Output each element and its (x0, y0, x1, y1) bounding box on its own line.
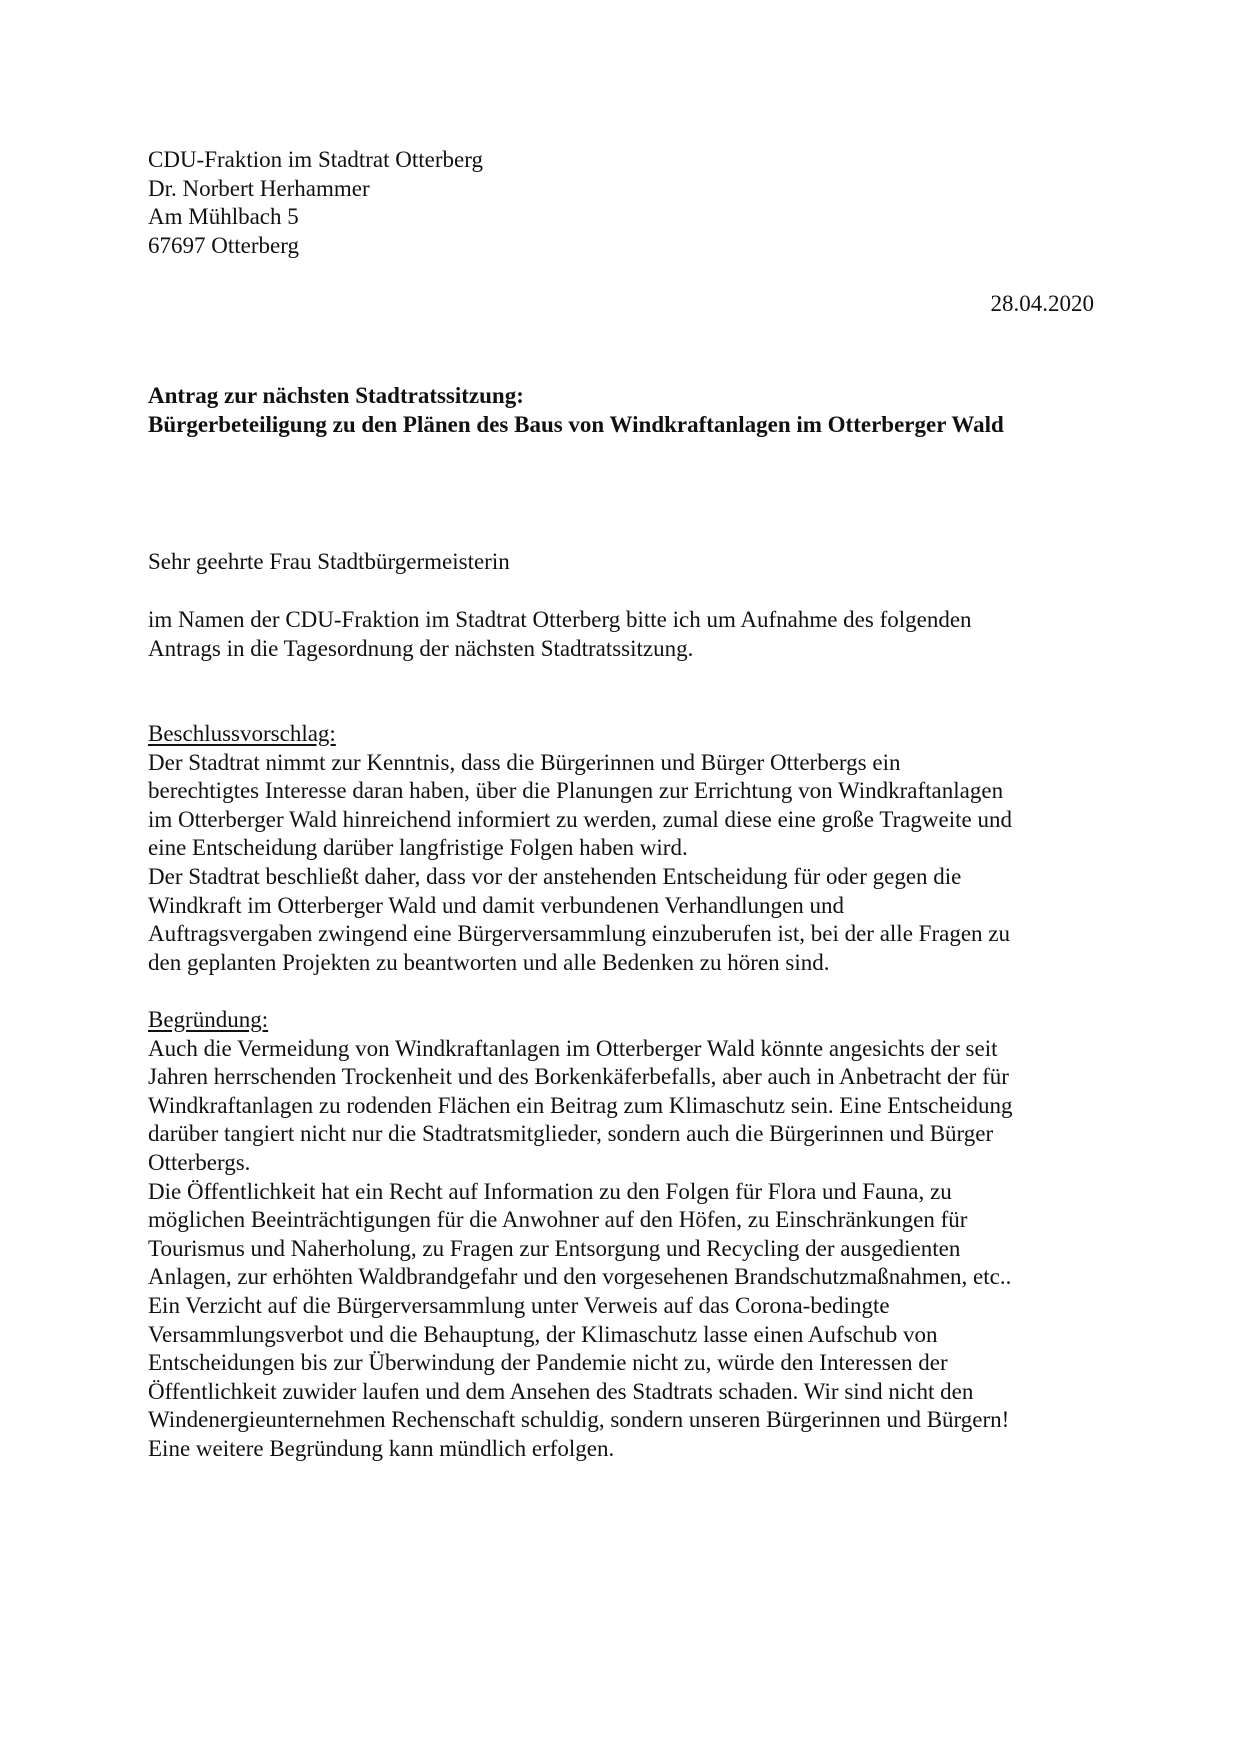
reason-line: Die Öffentlichkeit hat ein Recht auf Information zu den Folgen für Flora und Fauna, zu (148, 1178, 952, 1204)
proposal-section (148, 720, 1094, 977)
intro-line: im Namen der CDU-Fraktion im Stadtrat Otterberg bitte ich um Aufnahme des folgenden (148, 607, 972, 632)
reason-line: Entscheidungen bis zur Überwindung der Pandemie nicht zu, würde den Interessen der (148, 1350, 948, 1376)
proposal-line: den geplanten Projekten zu beantworten und alle Bedenken zu hören sind. (148, 949, 830, 975)
reason-line: Windenergieunternehmen Rechenschaft schuldig, sondern unseren Bürgerinnen und Bürgern! (148, 1407, 1010, 1433)
proposal-line: Der Stadtrat nimmt zur Kenntnis, dass die Bürgerinnen und Bürger Otterbergs ein (148, 749, 901, 775)
reason-line: Otterbergs. (148, 1149, 251, 1175)
intro-line: Antrags in die Tagesordnung der nächsten Stadtratssitzung. (148, 635, 694, 661)
proposal-line: berechtigtes Interesse daran haben, über die Planungen zur Errichtung von Windkraftanlagen (148, 778, 1004, 804)
subject-line: Antrag zur nächsten Stadtratssitzung: (148, 383, 524, 408)
salutation: Sehr geehrte Frau Stadtbürgermeisterin (148, 549, 510, 574)
reason-line: darüber tangiert nicht nur die Stadtratsmitglieder, sondern auch die Bürgerinnen und Bürger (148, 1121, 994, 1147)
proposal-line: Der Stadtrat beschließt daher, dass vor der anstehenden Entscheidung für oder gegen die (148, 863, 962, 889)
reason-line: Windkraftanlagen zu rodenden Flächen ein Beitrag zum Klimaschutz sein. Eine Entscheidung (148, 1092, 1013, 1118)
sender-line: Dr. Norbert Herhammer (148, 175, 370, 201)
proposal-heading: Beschlussvorschlag: (148, 721, 336, 746)
reason-line: Auch die Vermeidung von Windkraftanlagen im Otterberger Wald könnte angesichts der seit (148, 1035, 998, 1061)
proposal-line: Auftragsvergaben zwingend eine Bürgerversammlung einzuberufen ist, bei der alle Fragen zu (148, 921, 1010, 947)
sender-line: CDU-Fraktion im Stadtrat Otterberg (148, 147, 483, 172)
reason-line: Eine weitere Begründung kann mündlich erfolgen. (148, 1435, 615, 1461)
sender-line: Am Mühlbach 5 (148, 204, 299, 230)
reason-heading: Begründung: (148, 1007, 269, 1032)
reason-line: Tourismus und Naherholung, zu Fragen zur Entsorgung und Recycling der ausgedienten (148, 1235, 961, 1261)
proposal-line: eine Entscheidung darüber langfristige Folgen haben wird. (148, 835, 688, 861)
subject-line: Bürgerbeteiligung zu den Plänen des Baus von Windkraftanlagen im Otterberger Wald (148, 411, 1004, 437)
sender-line: 67697 Otterberg (148, 232, 299, 258)
reason-line: Ein Verzicht auf die Bürgerversammlung unter Verweis auf das Corona-bedingte (148, 1292, 890, 1318)
proposal-line: Windkraft im Otterberger Wald und damit verbundenen Verhandlungen und (148, 892, 844, 918)
letter-date: 28.04.2020 (990, 291, 1094, 316)
reason-line: Anlagen, zur erhöhten Waldbrandgefahr und den vorgesehenen Brandschutzmaßnahmen, etc.. (148, 1264, 1012, 1290)
sender-address (148, 146, 1094, 260)
reason-line: Öffentlichkeit zuwider laufen und dem Ansehen des Stadtrats schaden. Wir sind nicht den (148, 1378, 974, 1404)
subject (148, 382, 1094, 439)
reason-line: möglichen Beeinträchtigungen für die Anwohner auf den Höfen, zu Einschränkungen für (148, 1207, 968, 1233)
reason-section (148, 1006, 1094, 1464)
proposal-line: im Otterberger Wald hinreichend informiert zu werden, zumal diese eine große Tragweite und (148, 806, 1012, 832)
reason-line: Jahren herrschenden Trockenheit und des Borkenkäferbefalls, aber auch in Anbetracht der für (148, 1064, 1009, 1090)
reason-line: Versammlungsverbot und die Behauptung, der Klimaschutz lasse einen Aufschub von (148, 1321, 938, 1347)
intro-paragraph (148, 606, 1094, 663)
